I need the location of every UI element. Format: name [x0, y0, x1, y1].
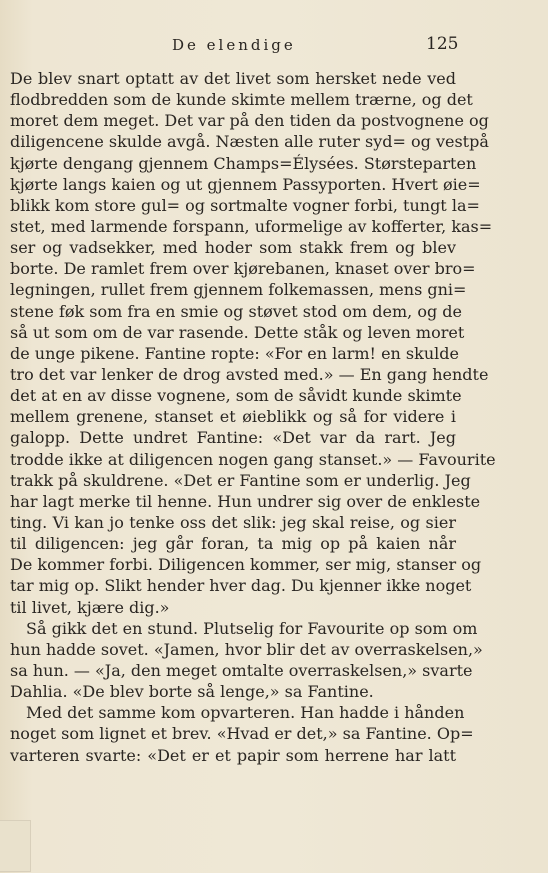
running-title: De elendige [172, 36, 296, 54]
page-number: 125 [426, 34, 459, 54]
page-header [0, 34, 548, 58]
text-line: Dahlia. «De blev borte så lenge,» sa Fantine. [10, 682, 374, 702]
text-line: Så gikk det en stund. Plutselig for Favourite op som om [26, 618, 478, 638]
text-line: tro det var lenker de drog avsted med.» — En gang hendte [10, 364, 489, 384]
text-line: så ut som om de var rasende. Dette ståk og leven moret [10, 322, 465, 342]
text-line: trodde ikke at diligencen nogen gang stanset.» — Favourite [10, 449, 496, 469]
text-line: noget som lignet et brev. «Hvad er det,» sa Fantine. Op= [10, 724, 474, 744]
text-line: ser og vadsekker, med hoder som stakk frem og blev [10, 238, 456, 258]
text-line: galopp. Dette undret Fantine: «Det var da rart. Jeg [10, 428, 456, 448]
text-line: ting. Vi kan jo tenke oss det slik: jeg skal reise, og sier [10, 512, 456, 532]
text-line: mellem grenene, stanset et øieblikk og så for videre i [10, 407, 456, 427]
text-line: moret dem meget. Det var på den tiden da postvognene og [10, 111, 489, 131]
text-line: kjørte dengang gjennem Champs=Élysées. Størsteparten [10, 153, 477, 173]
text-line: stet, med larmende forspann, uformelige av kofferter, kas= [10, 216, 493, 236]
text-line: stene føk som fra en smie og støvet stod om dem, og de [10, 301, 462, 321]
text-line: trakk på skuldrene. «Det er Fantine som er underlig. Jeg [10, 470, 471, 490]
text-line: har lagt merke til henne. Hun undrer sig over de enkleste [10, 491, 481, 511]
text-line: Med det samme kom opvarteren. Han hadde i hånden [26, 703, 465, 723]
text-line: det at en av disse vognene, som de såvidt kunde skimte [10, 386, 462, 406]
text-line: diligencene skulde avgå. Næsten alle ruter syd= og vestpå [10, 132, 489, 152]
text-line: til diligencen: jeg går foran, ta mig op på kaien når [10, 534, 456, 554]
text-line: legningen, rullet frem gjennem folkemassen, mens gni= [10, 280, 467, 300]
page-edge-tab [0, 820, 31, 872]
text-line: flodbredden som de kunde skimte mellem trærne, og det [10, 90, 473, 110]
text-line: sa hun. — «Ja, den meget omtalte overraskelsen,» svarte [10, 660, 473, 680]
text-line: De kommer forbi. Diligencen kommer, ser mig, stanser og [10, 555, 482, 575]
text-line: tar mig op. Slikt hender hver dag. Du kjenner ikke noget [10, 576, 472, 596]
text-line: til livet, kjære dig.» [10, 597, 170, 617]
body-text [10, 68, 496, 766]
text-line: kjørte langs kaien og ut gjennem Passyporten. Hvert øie= [10, 174, 481, 194]
text-line: hun hadde sovet. «Jamen, hvor blir det av overraskelsen,» [10, 639, 483, 659]
text-line: blikk kom store gul= og sortmalte vogner forbi, tungt la= [10, 195, 480, 215]
text-line: De blev snart optatt av det livet som hersket nede ved [10, 69, 456, 88]
text-line: borte. De ramlet frem over kjørebanen, knaset over bro= [10, 259, 476, 279]
text-line: de unge pikene. Fantine ropte: «For en larm! en skulde [10, 343, 459, 363]
text-line: varteren svarte: «Det er et papir som herrene har latt [10, 745, 456, 765]
